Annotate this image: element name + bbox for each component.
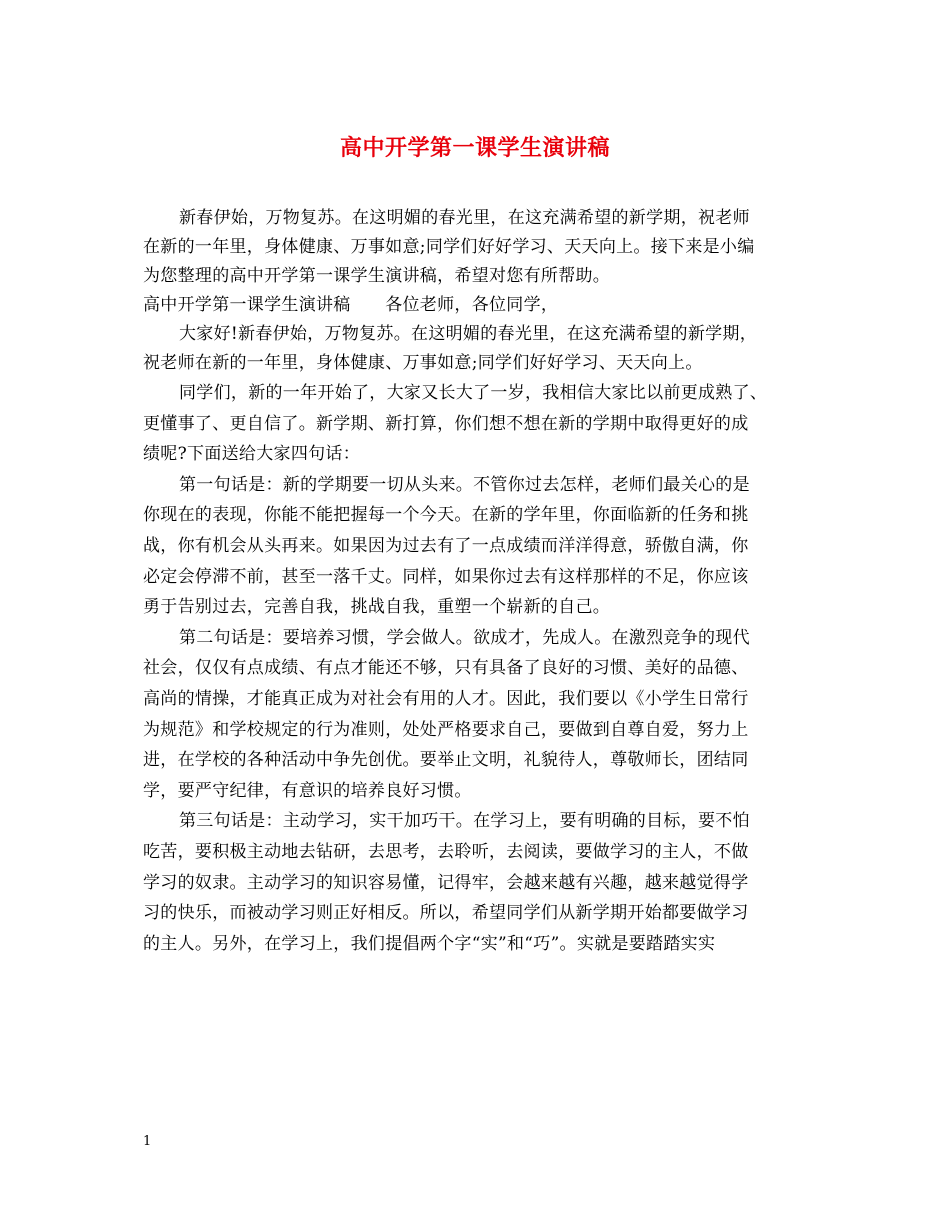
text-line: 新春伊始，万物复苏。在这明媚的春光里，在这充满希望的新学期，祝老师 <box>179 208 750 228</box>
document-body <box>143 204 823 959</box>
text-line: 习的快乐，而被动学习则正好相反。所以，希望同学们从新学期开始都要做学习 <box>143 903 749 924</box>
text-line: 为规范》和学校规定的行为准则，处处严格要求自己，要做到自尊自爱，努力上 <box>143 719 749 740</box>
text-line: 进，在学校的各种活动中争先创优。要举止文明，礼貌待人，尊敬师长，团结同 <box>143 750 749 771</box>
text-line: 第一句话是：新的学期要一切从头来。不管你过去怎样，老师们最关心的是 <box>179 474 750 495</box>
text-line: 吃苦，要积极主动地去钻研，去思考，去聆听，去阅读，要做学习的主人，不做 <box>143 841 749 862</box>
text-line: 在新的一年里，身体健康、万事如意;同学们好好学习、天天向上。接下来是小编 <box>143 237 755 257</box>
document-title: 高中开学第一课学生演讲稿 <box>339 135 610 161</box>
text-line: 大家好!新春伊始，万物复苏。在这明媚的春光里，在这充满希望的新学期， <box>179 324 758 344</box>
text-line: 战，你有机会从头再来。如果因为过去有了一点成绩而洋洋得意，骄傲自满，你 <box>143 535 749 556</box>
text-line: 同学们，新的一年开始了，大家又长大了一岁，我相信大家比以前更成熟了、 <box>179 383 768 403</box>
text-line: 高中开学第一课学生演讲稿 各位老师，各位同学， <box>143 295 559 315</box>
text-line: 学习的奴隶。主动学习的知识容易懂，记得牢，会越来越有兴趣，越来越觉得学 <box>143 872 749 893</box>
text-line: 社会，仅仅有点成绩、有点才能还不够，只有具备了良好的习惯、美好的品德、 <box>143 658 749 679</box>
text-line: 必定会停滞不前，甚至一落千丈。同样，如果你过去有这样那样的不足，你应该 <box>143 566 749 587</box>
text-line: 更懂事了、更自信了。新学期、新打算，你们想不想在新的学期中取得更好的成 <box>143 413 749 434</box>
text-line: 第三句话是：主动学习，实干加巧干。在学习上，要有明确的目标，要不怕 <box>179 811 750 832</box>
text-line: 祝老师在新的一年里，身体健康、万事如意;同学们好好学习、天天向上。 <box>143 353 703 373</box>
text-line: 高尚的情操，才能真正成为对社会有用的人才。因此，我们要以《小学生日常行 <box>143 688 749 709</box>
text-line: 为您整理的高中开学第一课学生演讲稿，希望对您有所帮助。 <box>143 266 611 286</box>
page-number: 1 <box>143 1134 152 1149</box>
text-line: 你现在的表现，你能不能把握每一个今天。在新的学年里，你面临新的任务和挑 <box>143 505 749 526</box>
text-line: 勇于告别过去，完善自我，挑战自我，重塑一个崭新的自己。 <box>143 597 611 618</box>
text-line: 第二句话是：要培养习惯，学会做人。欲成才，先成人。在激烈竞争的现代 <box>179 627 750 648</box>
text-line: 的主人。另外，在学习上，我们提倡两个字“实”和“巧”。实就是要踏踏实实 <box>143 933 716 954</box>
text-line: 绩呢?下面送给大家四句话： <box>143 444 361 465</box>
text-line: 学，要严守纪律，有意识的培养良好习惯。 <box>143 780 472 801</box>
